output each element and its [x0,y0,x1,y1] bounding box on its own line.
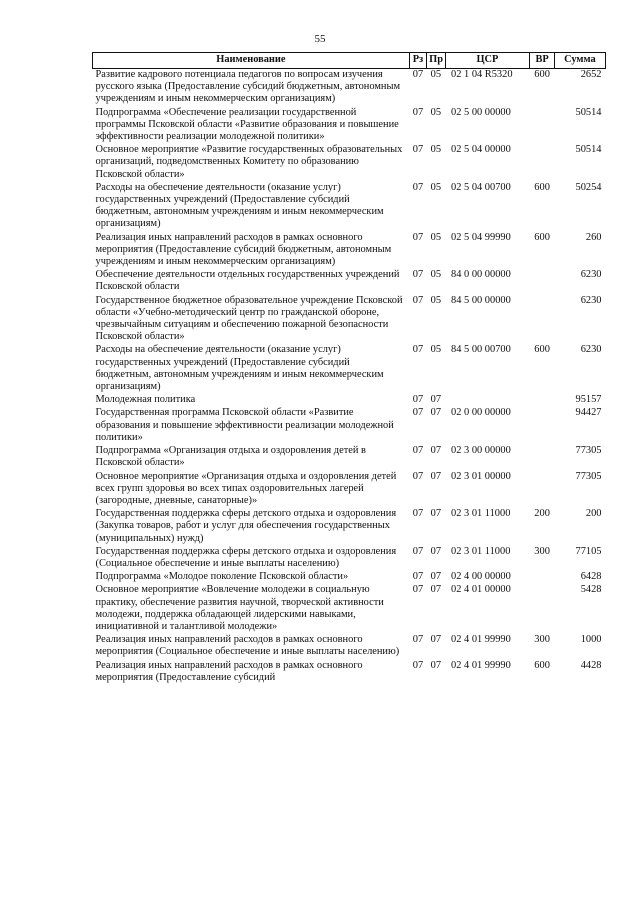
cell-pr: 05 [430,294,442,306]
cell-csr: 02 3 00 00000 [451,445,511,457]
cell-rz: 07 [412,144,424,156]
table-row [93,445,606,470]
cell-sum: 95157 [575,394,602,406]
cell-csr: 02 5 04 00000 [451,144,511,156]
cell-name: Государственная программа Псковской области «Развитие образования и повышение эффективности реализации молодежной политики» [95,407,394,443]
table-row [93,182,606,232]
cell-rz: 07 [412,294,424,306]
table-row [93,546,606,571]
cell-sum: 200 [585,508,602,520]
cell-rz: 07 [412,545,424,557]
cell-name: Подпрограмма «Организация отдыха и оздоровления детей в Псковской области» [95,445,366,469]
cell-vr [530,407,555,445]
cell-sum: 6230 [580,269,602,281]
cell-vr [530,571,555,584]
cell-pr: 07 [430,445,442,457]
cell-pr: 05 [430,69,442,80]
cell-vr [530,471,555,509]
cell-sum: 6230 [580,294,602,306]
cell-csr: 84 5 00 00700 [451,344,511,356]
table-row [93,107,606,145]
cell-vr: 600 [534,69,550,80]
cell-csr: 02 5 04 00700 [451,181,511,193]
table-row [93,295,606,345]
cell-sum: 6230 [580,344,602,356]
cell-rz: 07 [412,269,424,281]
table-row [93,144,606,182]
table-row [93,344,606,394]
cell-vr [530,445,555,470]
cell-rz: 07 [412,584,424,596]
cell-name: Основное мероприятие «Развитие государственных образовательных организаций, подведомственных Комитету по образованию Псковской области» [95,144,403,180]
cell-rz: 07 [412,634,424,646]
cell-name: Подпрограмма «Обеспечение реализации государственной программы Псковской области «Развитие образования и повышение эффективности реализации молодежной политики» [95,106,399,143]
cell-vr [530,394,555,407]
cell-sum: 77305 [575,445,602,457]
table-row [93,394,606,407]
cell-pr: 07 [430,470,442,482]
cell-name: Молодежная политика [95,394,196,406]
cell-rz: 07 [412,106,424,118]
cell-rz: 07 [412,394,424,406]
cell-pr: 07 [430,634,442,646]
cell-csr: 02 4 01 99990 [451,634,511,646]
cell-name: Реализация иных направлений расходов в рамках основного мероприятия (Предоставление субсидий бюджетным, автономным учреждениям и иным некоммерческим организациям) [95,231,392,268]
header-pr: Пр [427,53,445,69]
cell-name: Обеспечение деятельности отдельных государственных учреждений Псковской области [95,269,400,293]
cell-vr [530,295,555,345]
table-row [93,634,606,659]
budget-table [92,52,606,685]
cell-rz: 07 [412,69,424,80]
cell-vr: 300 [534,634,550,646]
cell-name: Государственная поддержка сферы детского отдыха и оздоровления (Социальное обеспечение и иные выплаты населению) [95,545,397,569]
cell-sum: 77105 [575,545,602,557]
header-csr: ЦСР [445,53,530,69]
table-row [93,584,606,634]
cell-vr: 300 [534,545,550,557]
cell-pr: 05 [430,269,442,281]
cell-sum: 50254 [575,181,602,193]
cell-sum: 1000 [580,634,602,646]
cell-name: Расходы на обеспечение деятельности (оказание услуг) государственных учреждений (Предоставление субсидий бюджетным, автономным учреждениям и иным некоммерческим организациям) [95,181,384,230]
cell-vr [530,107,555,145]
cell-csr: 02 3 01 11000 [451,545,511,557]
table-row [93,508,606,546]
cell-pr: 07 [430,584,442,596]
cell-csr: 02 1 04 R5320 [451,69,513,80]
table-row [93,471,606,509]
cell-name: Реализация иных направлений расходов в рамках основного мероприятия (Предоставление субсидий [95,659,363,683]
cell-vr: 600 [534,181,550,193]
cell-pr: 07 [430,407,442,419]
cell-pr: 07 [430,394,442,406]
cell-pr: 07 [430,659,442,671]
cell-csr: 02 4 00 00000 [451,571,511,583]
header-sum: Сумма [554,53,605,69]
cell-rz: 07 [412,659,424,671]
cell-sum: 50514 [575,144,602,156]
cell-sum: 77305 [575,470,602,482]
cell-rz: 07 [412,231,424,243]
cell-csr: 84 0 00 00000 [451,269,511,281]
cell-sum: 5428 [580,584,602,596]
cell-name: Реализация иных направлений расходов в рамках основного мероприятия (Социальное обеспечение и иные выплаты населению) [95,634,400,658]
cell-name: Развитие кадрового потенциала педагогов по вопросам изучения русского языка (Предоставление субсидий бюджетным, автономным учреждениям и иным некоммерческим организациям) [95,69,401,105]
cell-name: Государственная поддержка сферы детского отдыха и оздоровления (Закупка товаров, работ и услуг для обеспечения государственных (муниципальных) нужд) [95,508,397,544]
cell-vr [530,144,555,182]
cell-vr: 600 [534,231,550,243]
cell-rz: 07 [412,181,424,193]
cell-csr: 02 0 00 00000 [451,407,511,419]
cell-pr: 05 [430,181,442,193]
table-row [93,232,606,270]
cell-csr: 02 4 01 00000 [451,584,511,596]
cell-csr: 02 5 00 00000 [451,106,511,118]
cell-sum: 4428 [580,659,602,671]
cell-name: Основное мероприятие «Вовлечение молодежи в социальную практику, обеспечение развития научной, творческой активности молодежи, поддержка обладающей лидерскими навыками, инициативной и талантливой молодежи» [95,584,384,632]
cell-vr [530,584,555,634]
cell-pr: 05 [430,106,442,118]
cell-pr: 07 [430,508,442,520]
page-number: 55 [314,33,326,45]
cell-rz: 07 [412,344,424,356]
table-row [93,69,606,107]
cell-csr: 02 3 01 11000 [451,508,511,520]
cell-sum: 6428 [580,571,602,583]
table-header-row [93,53,606,69]
cell-pr: 05 [430,344,442,356]
cell-rz: 07 [412,470,424,482]
header-rz: Рз [409,53,426,69]
header-name: Наименование [93,53,410,69]
cell-rz: 07 [412,445,424,457]
cell-sum: 2652 [580,69,602,80]
cell-sum: 50514 [575,106,602,118]
cell-rz: 07 [412,407,424,419]
cell-sum: 260 [585,231,602,243]
cell-csr: 02 4 01 99990 [451,659,511,671]
cell-vr: 200 [534,508,550,520]
cell-sum: 94427 [575,407,602,419]
header-vr: ВР [530,53,555,69]
cell-vr [530,269,555,294]
cell-csr: 02 3 01 00000 [451,470,511,482]
cell-name: Государственное бюджетное образовательное учреждение Псковской области «Учебно-методический центр по гражданской обороне, чрезвычайным ситуациям и обеспечению пожарной безопасности Псковской области» [95,294,403,343]
cell-pr: 07 [430,545,442,557]
cell-pr: 07 [430,571,442,583]
table-row [93,269,606,294]
cell-vr: 600 [534,344,550,356]
cell-name: Подпрограмма «Молодое поколение Псковской области» [95,571,349,583]
table-row [93,407,606,445]
cell-pr: 05 [430,144,442,156]
cell-csr [445,394,530,407]
cell-rz: 07 [412,571,424,583]
cell-name: Основное мероприятие «Организация отдыха и оздоровления детей всех групп здоровья во всех типах оздоровительных лагерей (загородные, дневные, санаторные)» [95,470,397,506]
table-row [93,660,606,685]
cell-csr: 84 5 00 00000 [451,294,511,306]
cell-pr: 05 [430,231,442,243]
cell-name: Расходы на обеспечение деятельности (оказание услуг) государственных учреждений (Предоставление субсидий бюджетным, автономным учреждениям и иным некоммерческим организациям) [95,344,384,393]
cell-vr: 600 [534,659,550,671]
cell-rz: 07 [412,508,424,520]
cell-csr: 02 5 04 99990 [451,231,511,243]
table-row [93,571,606,584]
